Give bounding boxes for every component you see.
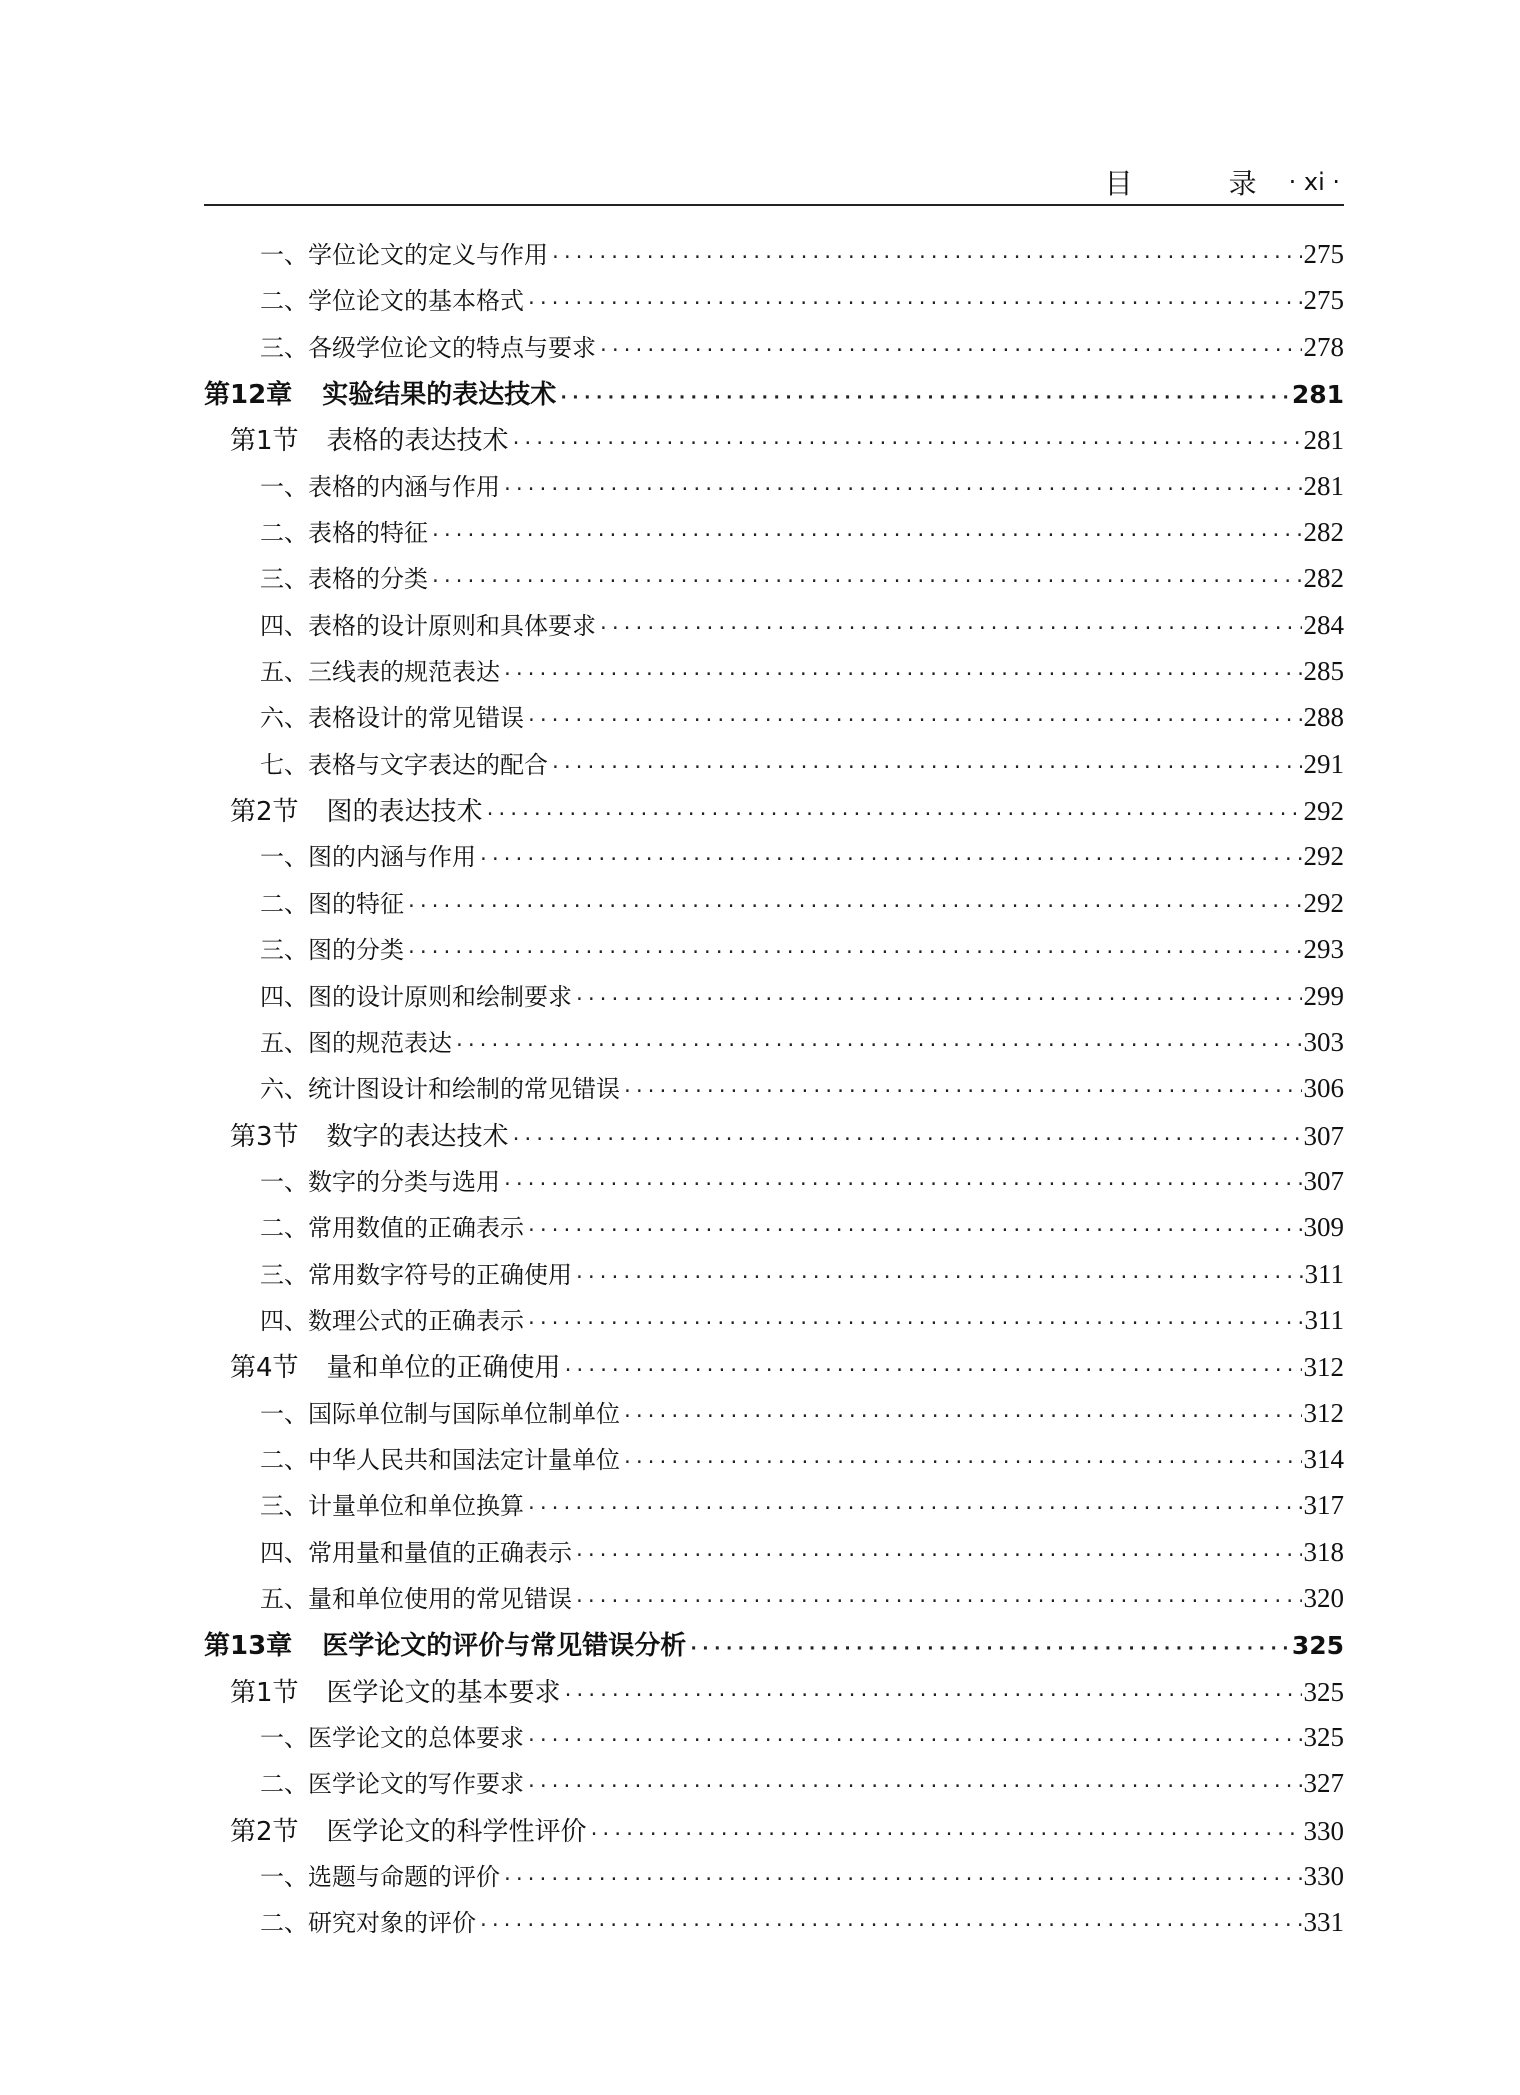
toc-entry-item — [204, 1208, 1344, 1254]
dot-leader — [550, 247, 1302, 268]
toc-entry-label: 二、中华人民共和国法定计量单位 — [260, 1445, 620, 1474]
toc-entry-page: 292 — [1303, 887, 1344, 918]
toc-entry-page: 292 — [1303, 841, 1344, 872]
toc-entry-page: 285 — [1303, 656, 1344, 687]
header-page-number: · xi · — [1288, 168, 1340, 196]
toc-entry-item — [204, 1394, 1344, 1440]
toc-entry-page: 307 — [1303, 1120, 1344, 1151]
toc-entry-page: 318 — [1303, 1536, 1344, 1567]
toc-entry-page: 288 — [1303, 702, 1344, 733]
toc-entry-page: 311 — [1304, 1258, 1344, 1289]
toc-entry-section — [204, 1672, 1344, 1718]
toc-entry-item — [204, 1069, 1344, 1115]
dot-leader — [454, 1035, 1302, 1056]
toc-entry-label: 量和单位的正确使用 — [326, 1353, 561, 1384]
table-of-contents — [204, 235, 1344, 1950]
toc-entry-label: 实验结果的表达技术 — [322, 380, 557, 411]
toc-entry-item — [204, 1718, 1344, 1764]
toc-entry-page: 284 — [1303, 609, 1344, 640]
dot-leader — [485, 804, 1302, 825]
toc-entry-label: 六、表格设计的常见错误 — [260, 704, 524, 733]
dot-leader — [511, 433, 1302, 454]
toc-entry-page: 278 — [1303, 331, 1344, 362]
toc-entry-page: 275 — [1303, 285, 1344, 316]
toc-entry-page: 281 — [1291, 380, 1344, 410]
toc-entry-item — [204, 1162, 1344, 1208]
toc-entry-label: 一、选题与命题的评价 — [260, 1863, 500, 1892]
toc-entry-label: 四、常用量和量值的正确表示 — [260, 1538, 572, 1567]
dot-leader — [574, 1267, 1303, 1288]
toc-entry-page: 303 — [1303, 1026, 1344, 1057]
toc-entry-item — [204, 930, 1344, 976]
toc-entry-number: 第4节 — [230, 1353, 299, 1384]
toc-entry-page: 312 — [1303, 1352, 1344, 1383]
header-title: 目 录 — [1104, 167, 1291, 200]
toc-entry-item — [204, 281, 1344, 327]
dot-leader — [430, 571, 1302, 592]
toc-entry-item — [204, 837, 1344, 883]
toc-entry-page: 292 — [1303, 796, 1344, 827]
toc-entry-label: 四、表格的设计原则和具体要求 — [260, 611, 596, 640]
dot-leader — [688, 1638, 1290, 1659]
toc-entry-label: 二、常用数值的正确表示 — [260, 1214, 524, 1243]
toc-entry-label: 一、图的内涵与作用 — [260, 843, 476, 872]
toc-entry-label: 二、医学论文的写作要求 — [260, 1770, 524, 1799]
toc-entry-number: 第1节 — [230, 1677, 299, 1708]
dot-leader — [598, 618, 1302, 639]
toc-entry-page: 306 — [1303, 1073, 1344, 1104]
toc-entry-item — [204, 652, 1344, 698]
dot-leader — [526, 293, 1302, 314]
toc-entry-page: 325 — [1303, 1676, 1344, 1707]
toc-entry-label: 六、统计图设计和绘制的常见错误 — [260, 1075, 620, 1104]
toc-entry-page: 309 — [1303, 1212, 1344, 1243]
dot-leader — [526, 710, 1302, 731]
dot-leader — [622, 1081, 1302, 1102]
dot-leader — [598, 340, 1302, 361]
toc-entry-page: 275 — [1303, 239, 1344, 269]
toc-entry-label: 一、数字的分类与选用 — [260, 1167, 500, 1196]
dot-leader — [574, 1591, 1302, 1612]
toc-entry-page: 327 — [1303, 1768, 1344, 1799]
toc-entry-item — [204, 1533, 1344, 1579]
toc-entry-page: 317 — [1303, 1490, 1344, 1521]
dot-leader — [526, 1313, 1303, 1334]
dot-leader — [589, 1824, 1302, 1845]
toc-entry-number: 第3节 — [230, 1121, 299, 1152]
toc-entry-page: 311 — [1304, 1304, 1344, 1335]
toc-entry-label: 四、数理公式的正确表示 — [260, 1306, 524, 1335]
toc-entry-label: 三、表格的分类 — [260, 565, 428, 594]
toc-entry-item — [204, 1301, 1344, 1347]
toc-entry-number: 第13章 — [204, 1631, 293, 1662]
toc-entry-item — [204, 698, 1344, 744]
toc-entry-page: 325 — [1291, 1631, 1344, 1661]
toc-entry-item — [204, 1255, 1344, 1301]
dot-leader — [550, 757, 1302, 778]
toc-entry-label: 二、表格的特征 — [260, 519, 428, 548]
toc-entry-chapter — [204, 1625, 1344, 1671]
toc-entry-item — [204, 235, 1344, 281]
toc-entry-label: 图的表达技术 — [326, 797, 483, 828]
toc-entry-number: 第2节 — [230, 1816, 299, 1847]
toc-entry-label: 二、图的特征 — [260, 889, 404, 918]
toc-entry-section — [204, 791, 1344, 837]
toc-entry-label: 三、常用数字符号的正确使用 — [260, 1260, 572, 1289]
toc-entry-item — [204, 1486, 1344, 1532]
toc-entry-chapter — [204, 374, 1344, 420]
toc-entry-section — [204, 1811, 1344, 1857]
toc-entry-page: 330 — [1303, 1861, 1344, 1892]
toc-entry-item — [204, 1764, 1344, 1810]
toc-entry-label: 二、研究对象的评价 — [260, 1909, 476, 1938]
toc-entry-section — [204, 420, 1344, 466]
toc-entry-label: 一、表格的内涵与作用 — [260, 472, 500, 501]
toc-entry-label: 四、图的设计原则和绘制要求 — [260, 982, 572, 1011]
toc-entry-page: 320 — [1303, 1582, 1344, 1613]
dot-leader — [502, 479, 1302, 500]
dot-leader — [526, 1498, 1302, 1519]
dot-leader — [478, 1915, 1302, 1936]
toc-entry-label: 医学论文的评价与常见错误分析 — [322, 1631, 687, 1662]
toc-entry-label: 表格的表达技术 — [326, 426, 509, 457]
dot-leader — [526, 1730, 1302, 1751]
toc-entry-number: 第2节 — [230, 797, 299, 828]
toc-entry-page: 282 — [1303, 563, 1344, 594]
toc-entry-label: 一、国际单位制与国际单位制单位 — [260, 1399, 620, 1428]
toc-entry-page: 314 — [1303, 1443, 1344, 1474]
toc-entry-item — [204, 467, 1344, 513]
running-header — [204, 160, 1344, 206]
toc-entry-label: 二、学位论文的基本格式 — [260, 287, 524, 316]
dot-leader — [622, 1452, 1302, 1473]
toc-entry-label: 五、三线表的规范表达 — [260, 658, 500, 687]
toc-entry-item — [204, 559, 1344, 605]
toc-entry-page: 291 — [1303, 748, 1344, 779]
toc-entry-section — [204, 1116, 1344, 1162]
toc-entry-number: 第12章 — [204, 380, 293, 411]
dot-leader — [574, 1545, 1302, 1566]
dot-leader — [406, 896, 1302, 917]
toc-entry-label: 一、医学论文的总体要求 — [260, 1724, 524, 1752]
dot-leader — [502, 1174, 1302, 1195]
toc-entry-page: 282 — [1303, 517, 1344, 548]
toc-entry-label: 数字的表达技术 — [326, 1121, 509, 1152]
toc-entry-label: 七、表格与文字表达的配合 — [260, 750, 548, 779]
toc-entry-label: 三、计量单位和单位换算 — [260, 1492, 524, 1521]
dot-leader — [563, 1360, 1302, 1381]
dot-leader — [574, 989, 1302, 1010]
dot-leader — [511, 1129, 1302, 1150]
toc-entry-label: 五、量和单位使用的常见错误 — [260, 1584, 572, 1613]
toc-entry-section — [204, 1347, 1344, 1393]
dot-leader — [563, 1685, 1302, 1706]
dot-leader — [430, 525, 1302, 546]
dot-leader — [502, 1869, 1302, 1890]
toc-entry-page: 307 — [1303, 1165, 1344, 1196]
toc-entry-label: 五、图的规范表达 — [260, 1028, 452, 1057]
toc-entry-label: 三、图的分类 — [260, 936, 404, 965]
toc-entry-item — [204, 1903, 1344, 1949]
toc-entry-label: 医学论文的基本要求 — [326, 1677, 561, 1708]
toc-entry-item — [204, 1579, 1344, 1625]
toc-entry-page: 299 — [1303, 980, 1344, 1011]
dot-leader — [406, 942, 1302, 963]
toc-entry-label: 三、各级学位论文的特点与要求 — [260, 333, 596, 362]
toc-entry-page: 325 — [1303, 1722, 1344, 1752]
toc-entry-item — [204, 884, 1344, 930]
toc-entry-label: 一、学位论文的定义与作用 — [260, 241, 548, 269]
toc-entry-page: 331 — [1303, 1907, 1344, 1938]
dot-leader — [622, 1406, 1302, 1427]
toc-entry-item — [204, 1857, 1344, 1903]
toc-entry-page: 281 — [1303, 425, 1344, 456]
toc-entry-number: 第1节 — [230, 426, 299, 457]
toc-entry-page: 293 — [1303, 934, 1344, 965]
toc-entry-item — [204, 745, 1344, 791]
toc-entry-item — [204, 328, 1344, 374]
toc-entry-item — [204, 1440, 1344, 1486]
toc-entry-label: 医学论文的科学性评价 — [326, 1816, 587, 1847]
toc-entry-item — [204, 1023, 1344, 1069]
dot-leader — [558, 387, 1290, 408]
toc-entry-item — [204, 977, 1344, 1023]
toc-entry-item — [204, 606, 1344, 652]
dot-leader — [478, 849, 1302, 870]
dot-leader — [502, 664, 1302, 685]
toc-entry-page: 330 — [1303, 1815, 1344, 1846]
dot-leader — [526, 1220, 1302, 1241]
toc-entry-page: 312 — [1303, 1397, 1344, 1428]
toc-entry-page: 281 — [1303, 470, 1344, 501]
dot-leader — [526, 1776, 1302, 1797]
toc-entry-item — [204, 513, 1344, 559]
